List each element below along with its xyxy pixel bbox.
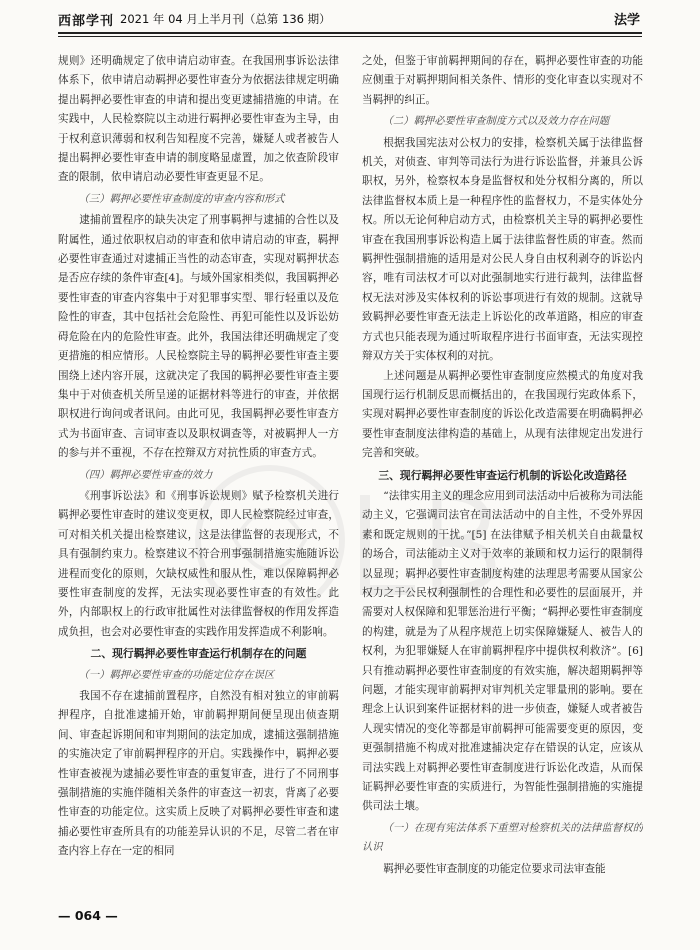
- subsection-heading: （三）羁押必要性审查制度的审查内容和形式: [78, 192, 285, 205]
- subsection-heading: （四）羁押必要性审查的效力: [78, 468, 213, 481]
- header-rule: [58, 32, 642, 34]
- paragraph: “法律实用主义的理念应用到司法活动中后被称为司法能动主义，它强调司法官在司法活动中的自主性，不受外界因素和既定规则的干扰。”[5] 在法律赋予相关机关自由裁量权的场合，司法能动主义对于效率的兼顾和权力运行的限制得以显现；羁押必要性审查制度构建的法理思考需要从国家公权力之于公民权利强制性的合理性和必要性的层面展开，并需要对人权保障和犯罪惩治进行平衡；“羁押必要性审查制度的构建，就是为了从程序规范上切实保障嫌疑人、被告人的权利，为犯罪嫌疑人在审前羁押程序中提供权利救济”。[6] 只有推动羁押必要性审查制度的有效实施，解决超期羁押等问题，才能实现审前羁押对审判机关定罪量刑的影响。要在理念上认识到案件证据材料的进一步侦查，嫌疑人或者被告人现实情况的变化等都是审前羁押可能需要变更的原因，变更强制措施不构成对批准逮捕决定存在错误的认定，应该从司法实践上对羁押必要性审查制度进行诉讼化改造，从而保证羁押必要性审查的实质进行，为智能性强制措施的实施提供司法土壤。: [362, 489, 643, 813]
- section-heading: 二、现行羁押必要性审查运行机制存在的问题: [90, 647, 307, 661]
- section-heading: 三、现行羁押必要性审查运行机制的诉讼化改造路径: [378, 468, 627, 482]
- paragraph: 《刑事诉讼法》和《刑事诉讼规则》赋予检察机关进行羁押必要性审查时的建议变更权，即人民检察院经过审查，可对相关机关提出检察建议，这是法律监督的表现形式，不具有强制约束力。检察建议不符合刑事强制措施实施随诉讼进程而变化的原则，欠缺权威性和服从性，难以保障羁押必要性审查制度的发挥，无法实现必要性审查的有效性。此外，内部职权上的行政审批属性对法律监督权的作用发挥造成负担，也会对必要性审查的实践作用发挥造成不利影响。: [58, 489, 339, 638]
- paragraph: 之处，但鉴于审前羁押期间的存在，羁押必要性审查的功能应侧重于对羁押期间相关条件、情形的变化审查以实现对不当羁押的纠正。: [362, 55, 643, 106]
- subsection-heading: （一）在现有宪法体系下重塑对检察机关的法律监督权的认识: [362, 821, 643, 854]
- issue-info: 2021 年 04 月上半月刊（总第 136 期）: [120, 12, 331, 26]
- paragraph: 根据我国宪法对公权力的安排，检察机关属于法律监督机关，对侦查、审判等司法行为进行诉讼监督，并兼具公诉职权，另外，检察权本身是监督权和处分权相分离的，所以法律监督权本质上是一种程序性的监督权力，不是实体处分权。所以无论何种启动方式，由检察机关主导的羁押必要性审查在我国刑事诉讼构造上属于法律监督性质的审查。然而羁押性强制措施的适用是对公民人身自由权利剥夺的诉讼内容，唯有司法权才可以对此强制地实行进行裁判，法律监督权无法对涉及实体权利的诉讼事项进行有效的规制。这就导致羁押必要性审查无法走上诉讼化的改革道路，相应的审查方式也只能表现为通过听取程序进行书面审查，无法实现控辩双方关于实体权利的对抗。: [362, 136, 643, 363]
- paragraph: 我国不存在逮捕前置程序，自然没有相对独立的审前羁押程序，自批准逮捕开始，审前羁押期间便呈现出侦查期间、审查起诉期间和审判期间的法定加成，逮捕这强制措施的实施决定了审前羁押程序的开启。实践操作中，羁押必要性审查被视为逮捕必要性审查的重复审查，进行了不同刑事强制措施的实施伴随相关条件的审查这一初衷，背离了必要性审查的功能定位。这实质上反映了对羁押必要性审查和逮捕必要性审查所具有的功能差异认识的不足，尽管二者在审查内容上存在一定的相同: [58, 690, 339, 858]
- right-column: [362, 52, 643, 892]
- subsection-heading: （一）羁押必要性审查的功能定位存在误区: [78, 668, 275, 681]
- page-number: — 064 —: [58, 908, 118, 923]
- section-label: 法学: [613, 13, 640, 28]
- paragraph: 逮捕前置程序的缺失决定了刑事羁押与逮捕的合性以及附属性，通过依职权启动的审查和依申请启动的审查，羁押必要性审查通过对逮捕正当性的动态审查，实现对羁押状态是否应存续的条件审查[4]。与域外国家相类似，我国羁押必要性审查的审查内容集中于对犯罪事实型、罪行轻重以及危险性的审查，其中包括社会危险性、再犯可能性以及诉讼妨碍危险在内的危险性审查。此外，我国法律还明确规定了变更措施的相应情形。人民检察院主导的羁押必要性审查主要围绕上述内容开展，这就决定了我国的羁押必要性审查主要集中于对侦查机关所呈递的证据材料等进行的审查，并依据职权进行询问或者讯问。由此可见，我国羁押必要性审查方式为书面审查、言词审查以及职权调查等，对被羁押人一方的参与并不重视，不存在控辩双方对抗性质的审查方式。: [58, 214, 339, 460]
- paragraph: 羁押必要性审查制度的功能定位要求司法审查能: [383, 862, 606, 875]
- left-column: [58, 52, 339, 892]
- paragraph: 上述问题是从羁押必要性审查制度应然模式的角度对我国现行运行机制反思而概括出的，在我国现行宪政体系下，实现对羁押必要性审查制度的诉讼化改造需要在明确羁押必要性审查制度法律构造的基础上，从现有法律规定出发进行完善和突破。: [362, 369, 643, 460]
- paragraph: 规则》还明确规定了依申请启动审查。在我国刑事诉讼法律体系下，依申请启动羁押必要性审查分为依据法律规定明确提出羁押必要性审查的申请和提出变更逮捕措施的申请。在实践中，人民检察院以主动进行羁押必要性审查为主导，由于权利意识薄弱和权利告知程度不完善，嫌疑人或者被告人提出羁押必要性审查申请的制度略显虚置，加之依查阶段审查的限制，依申请启动必要性审查更显不足。: [58, 55, 339, 184]
- subsection-heading: （二）羁押必要性审查制度方式以及效力存在问题: [382, 115, 610, 128]
- header-rule-thin: [58, 36, 642, 37]
- journal-name: 西部学刊: [58, 14, 115, 29]
